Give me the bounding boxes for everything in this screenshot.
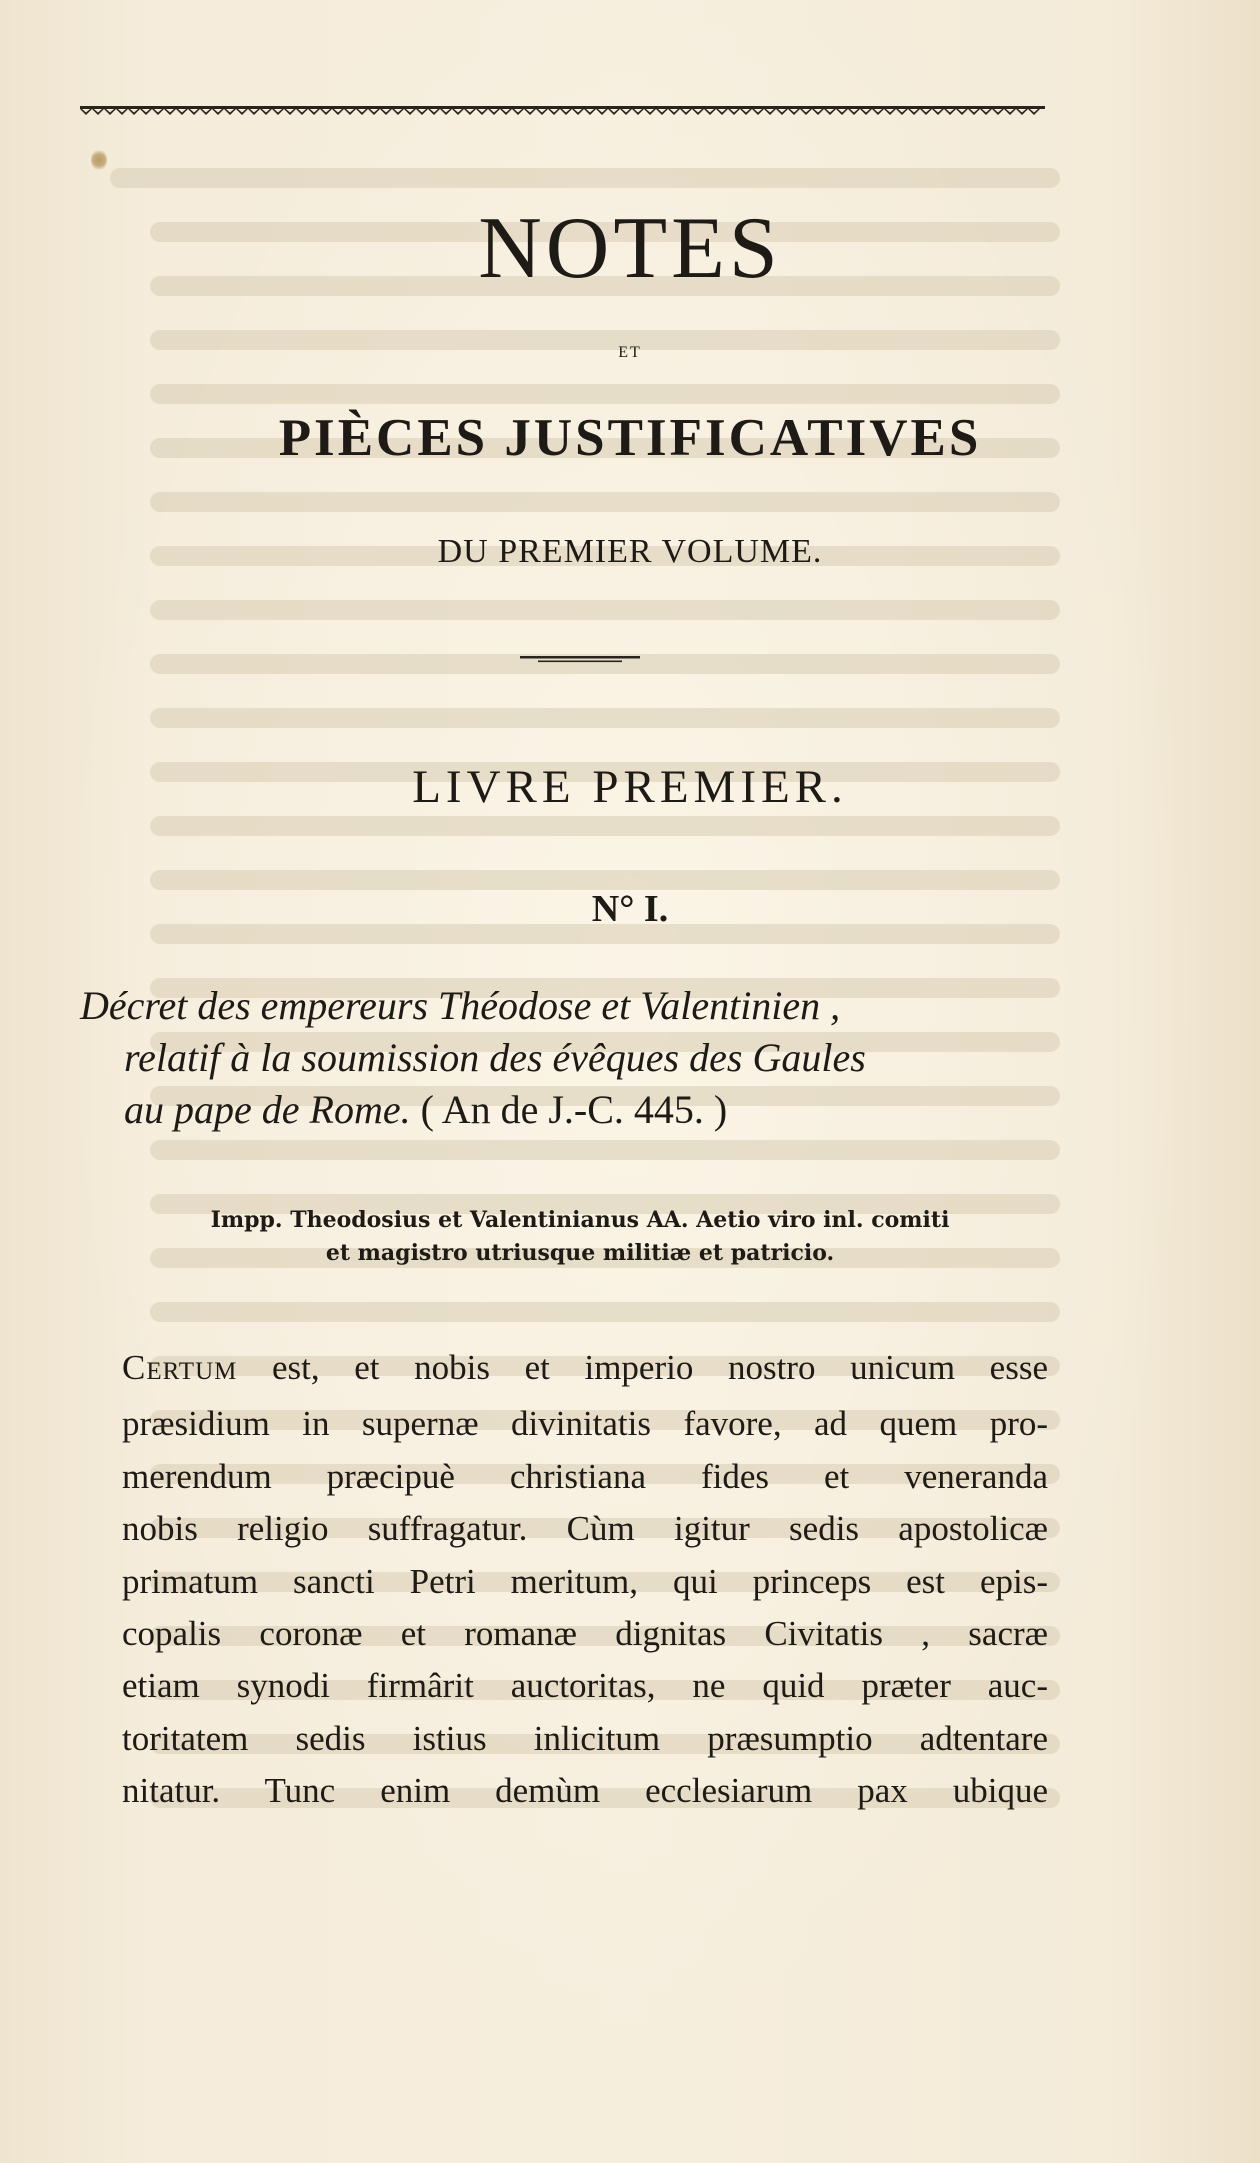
body-line: copalis coronæ et romanæ dignitas Civitatis , sacræ (122, 1614, 1048, 1654)
ornament-mark (584, 109, 596, 115)
ornament-mark (800, 109, 812, 115)
ornament-mark (812, 109, 824, 115)
ornament-mark (1004, 109, 1016, 115)
ornament-mark (1016, 109, 1028, 115)
ornament-mark (656, 109, 668, 115)
ornament-mark (608, 109, 620, 115)
section-divider (520, 652, 640, 666)
ornament-mark (860, 109, 872, 115)
body-line: CERTUM est, et nobis et imperio nostro unicum esse (122, 1348, 1048, 1387)
ornament-mark (548, 109, 560, 115)
ornament-mark (644, 109, 656, 115)
ornament-mark (380, 109, 392, 115)
imperial-address (100, 1204, 1060, 1270)
ornament-mark (776, 109, 788, 115)
ornament-mark (884, 109, 896, 115)
ornament-mark (1028, 109, 1040, 115)
ornament-mark (92, 109, 104, 115)
body-line: toritatem sedis istius inlicitum præsumptio adtentare (122, 1718, 1048, 1758)
ornament-mark (956, 109, 968, 115)
heading-volume: DU PREMIER VOLUME. (437, 533, 823, 570)
decree-title-line-2: relatif à la soumission des évêques des Gaules (124, 1035, 866, 1080)
ornament-mark (848, 109, 860, 115)
ornament-mark (896, 109, 908, 115)
ornament-mark (968, 109, 980, 115)
ornament-mark (488, 109, 500, 115)
ornament-mark (692, 109, 704, 115)
ornament-mark (500, 109, 512, 115)
address-line-1: Impp. Theodosius et Valentinianus AA. Aetio viro inl. comiti (210, 1207, 950, 1233)
ornament-mark (788, 109, 800, 115)
body-line: nobis religio suffragatur. Cùm igitur sedis apostolicæ (122, 1509, 1048, 1549)
ornament-mark (224, 109, 236, 115)
ornament-mark (704, 109, 716, 115)
ornament-mark (248, 109, 260, 115)
heading-notes: NOTES (478, 200, 782, 297)
body-line: præsidium in supernæ divinitatis favore, ad quem pro- (122, 1404, 1048, 1444)
ornament-mark (764, 109, 776, 115)
ornament-mark (836, 109, 848, 115)
ornament-mark (440, 109, 452, 115)
latin-body-text (122, 1342, 1048, 1818)
ornament-mark (632, 109, 644, 115)
ornament-mark (992, 109, 1004, 115)
ornament-mark (740, 109, 752, 115)
body-line: merendum præcipuè christiana fides et veneranda (122, 1456, 1048, 1496)
ornament-mark (620, 109, 632, 115)
ornament-mark (200, 109, 212, 115)
ornament-mark (308, 109, 320, 115)
body-line: primatum sancti Petri meritum, qui princeps est epis- (122, 1561, 1048, 1601)
ornament-mark (920, 109, 932, 115)
ornament-mark (176, 109, 188, 115)
heading-et: ET (618, 344, 642, 361)
ornament-mark (932, 109, 944, 115)
decorative-border-ornament (80, 100, 1045, 122)
ornament-mark (104, 109, 116, 115)
ornament-mark (536, 109, 548, 115)
ornament-mark (272, 109, 284, 115)
ornament-mark (368, 109, 380, 115)
ornament-mark (824, 109, 836, 115)
ornament-mark (152, 109, 164, 115)
ornament-mark (116, 109, 128, 115)
heading-pieces-justificatives: PIÈCES JUSTIFICATIVES (278, 409, 982, 467)
ornament-mark (572, 109, 584, 115)
ornament-mark (476, 109, 488, 115)
ornament-mark (332, 109, 344, 115)
ornament-mark (404, 109, 416, 115)
ornament-mark (716, 109, 728, 115)
drop-word: CERTUM (122, 1348, 238, 1387)
ornament-mark (464, 109, 476, 115)
ornament-mark (560, 109, 572, 115)
ornament-mark (356, 109, 368, 115)
ornament-mark (452, 109, 464, 115)
body-line: etiam synodi firmârit auctoritas, ne quid præter auc- (122, 1666, 1048, 1706)
ornament-mark (296, 109, 308, 115)
address-line-2: et magistro utriusque militiæ et patricio. (325, 1240, 835, 1266)
ornament-mark (668, 109, 680, 115)
ornament-mark (140, 109, 152, 115)
ornament-mark (908, 109, 920, 115)
ornament-mark (236, 109, 248, 115)
ornament-mark (164, 109, 176, 115)
ink-spot (91, 149, 107, 171)
decree-title-line-1: Décret des empereurs Théodose et Valentinien , (80, 983, 841, 1028)
decree-title-line-3 (80, 1084, 1070, 1136)
ornament-mark (392, 109, 404, 115)
ornament-mark (260, 109, 272, 115)
ornament-mark (596, 109, 608, 115)
decree-date: ( An de J.-C. 445. ) (410, 1087, 728, 1132)
ornament-mark (752, 109, 764, 115)
book-section-title: LIVRE PREMIER. (412, 761, 848, 813)
ornament-mark (80, 109, 92, 115)
ornament-mark (128, 109, 140, 115)
ornament-mark (980, 109, 992, 115)
ornament-mark (524, 109, 536, 115)
ornament-mark (872, 109, 884, 115)
ornament-mark (728, 109, 740, 115)
ornament-mark (344, 109, 356, 115)
decree-title (80, 980, 1070, 1136)
ornament-mark (188, 109, 200, 115)
decree-title-line-3-italic: au pape de Rome. (124, 1087, 411, 1132)
ornament-mark (512, 109, 524, 115)
document-number: N° I. (591, 888, 669, 930)
body-line: nitatur. Tunc enim demùm ecclesiarum pax ubique (122, 1771, 1048, 1811)
ornament-mark (680, 109, 692, 115)
ornament-mark (284, 109, 296, 115)
ornament-mark (320, 109, 332, 115)
ornament-mark (428, 109, 440, 115)
ornament-mark (416, 109, 428, 115)
ornament-mark (944, 109, 956, 115)
ornament-mark (212, 109, 224, 115)
